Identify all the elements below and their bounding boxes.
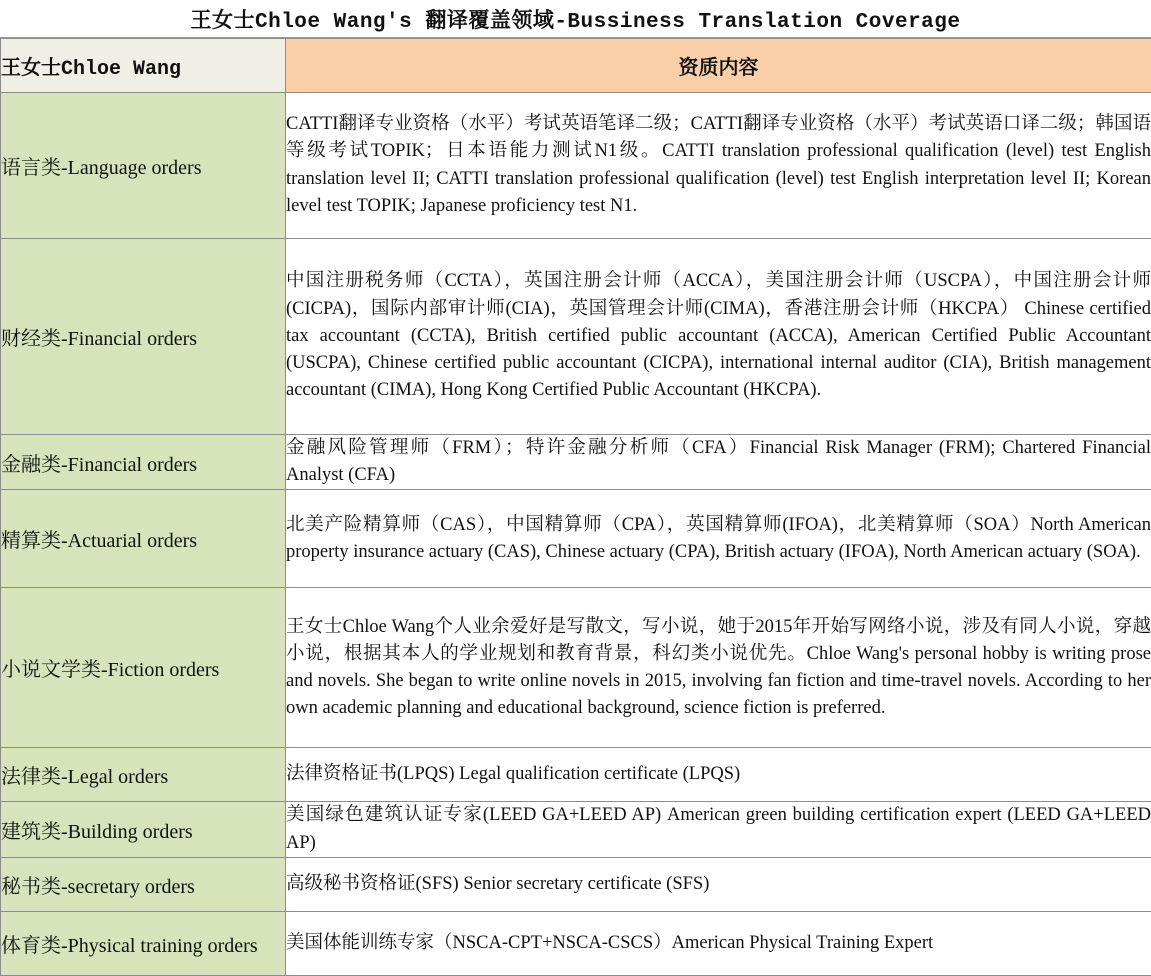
- table-row: [1, 911, 1151, 975]
- table-row: [1, 802, 1151, 857]
- category-cell: 秘书类-secretary orders: [1, 857, 286, 911]
- table-row: [1, 435, 1151, 490]
- document-title: 王女士Chloe Wang's 翻译覆盖领域-Bussiness Translation Coverage: [0, 0, 1151, 38]
- qualification-cell: 美国体能训练专家（NSCA-CPT+NSCA-CSCS）American Physical Training Expert: [286, 911, 1151, 975]
- category-cell: 小说文学类-Fiction orders: [1, 588, 286, 748]
- qualification-cell: CATTI翻译专业资格（水平）考试英语笔译二级；CATTI翻译专业资格（水平）考试英语口译二级；韩国语等级考试TOPIK；日本语能力测试N1级。CATTI translation professional qualification (level) test English translation level II; CATTI translation professional qualification (level) test English interpretation level II; Korean level test TOPIK; Japanese proficiency test N1.: [286, 93, 1151, 239]
- qualification-cell: 美国绿色建筑认证专家(LEED GA+LEED AP) American green building certification expert (LEED GA+LEED AP): [286, 802, 1151, 857]
- qualification-cell: 高级秘书资格证(SFS) Senior secretary certificate (SFS): [286, 857, 1151, 911]
- qualification-cell: 北美产险精算师（CAS），中国精算师（CPA），英国精算师(IFOA)，北美精算师（SOA）North American property insurance actuary (CAS), Chinese actuary (CPA), British actuary (IFOA), North American actuary (SOA).: [286, 490, 1151, 588]
- qualification-cell: 金融风险管理师（FRM）；特许金融分析师（CFA）Financial Risk Manager (FRM); Chartered Financial Analyst (CFA): [286, 435, 1151, 490]
- category-cell: 体育类-Physical training orders: [1, 911, 286, 975]
- category-cell: 语言类-Language orders: [1, 93, 286, 239]
- table-row: [1, 857, 1151, 911]
- table-row: [1, 490, 1151, 588]
- qualification-cell: 中国注册税务师（CCTA），英国注册会计师（ACCA），美国注册会计师（USCPA），中国注册会计师 (CICPA)，国际内部审计师(CIA)，英国管理会计师(CIMA)，香港注册会计师（HKCPA） Chinese certified tax accountant (CCTA), British certified public accountant (ACCA), American Certified Public Accountant (USCPA), Chinese certified public accountant (CICPA), international internal auditor (CIA), British management accountant (CIMA), Hong Kong Certified Public Accountant (HKCPA).: [286, 239, 1151, 435]
- table-row: [1, 93, 1151, 239]
- table-row: [1, 748, 1151, 802]
- category-cell: 法律类-Legal orders: [1, 748, 286, 802]
- header-qualification-cell: 资质内容: [286, 39, 1151, 93]
- category-cell: 金融类-Financial orders: [1, 435, 286, 490]
- header-name-cell: 王女士Chloe Wang: [1, 39, 286, 93]
- qualification-cell: 王女士Chloe Wang个人业余爱好是写散文，写小说，她于2015年开始写网络小说，涉及有同人小说，穿越小说，根据其本人的学业规划和教育背景，科幻类小说优先。Chloe Wang's personal hobby is writing prose and novels. She began to write online novels in 2015, involving fan fiction and time-travel novels. According to her own academic planning and educational background, science fiction is preferred.: [286, 588, 1151, 748]
- category-cell: 建筑类-Building orders: [1, 802, 286, 857]
- table-row: [1, 588, 1151, 748]
- category-cell: 精算类-Actuarial orders: [1, 490, 286, 588]
- table-row: [1, 239, 1151, 435]
- coverage-table: [0, 38, 1151, 976]
- category-cell: 财经类-Financial orders: [1, 239, 286, 435]
- qualification-cell: 法律资格证书(LPQS) Legal qualification certificate (LPQS): [286, 748, 1151, 802]
- table-header-row: [1, 39, 1151, 93]
